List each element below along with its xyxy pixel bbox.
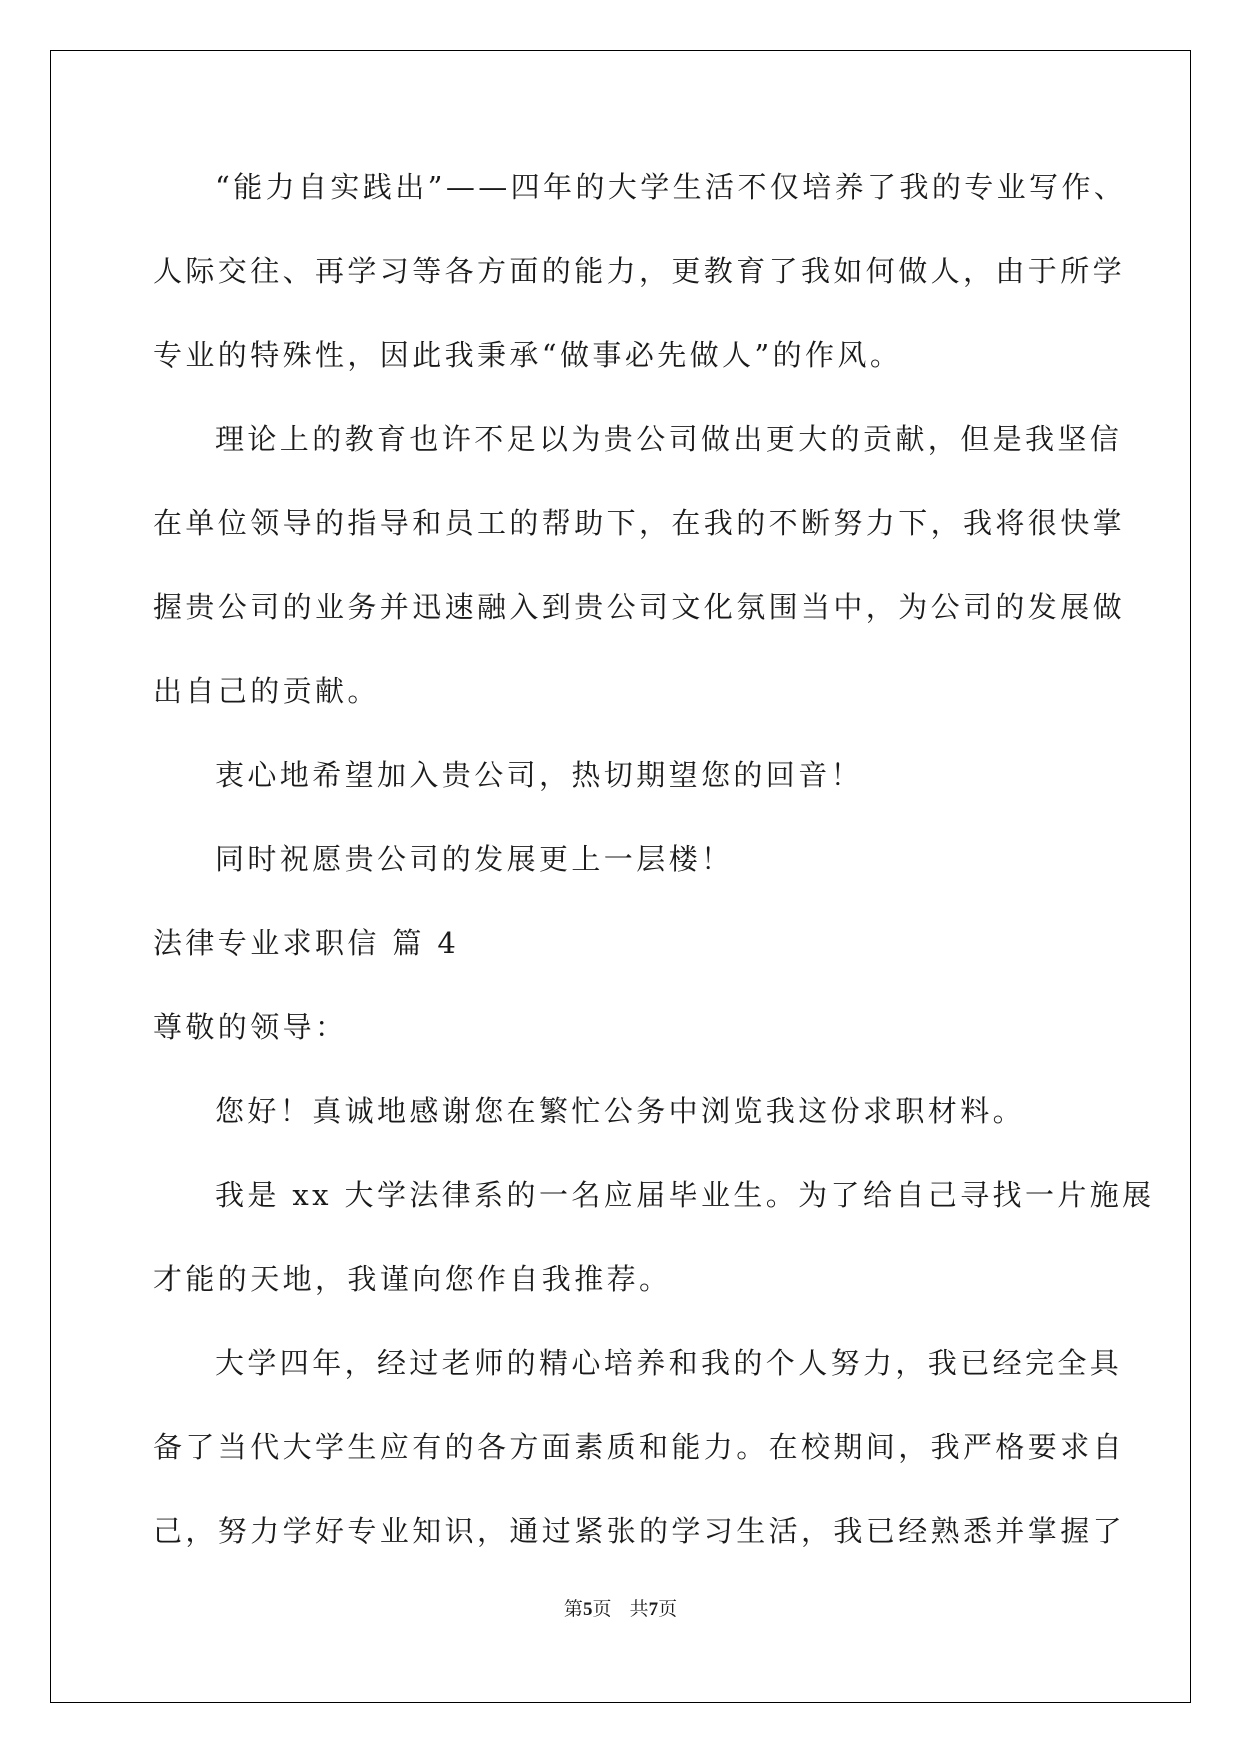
body-line: 才能的天地，我谨向您作自我推荐。: [153, 1262, 672, 1296]
footer-middle: 页 共: [592, 1598, 649, 1620]
body-line: 同时祝愿贵公司的发展更上一层楼！: [215, 842, 734, 876]
page-footer: [0, 1597, 1241, 1622]
body-line: 备了当代大学生应有的各方面素质和能力。在校期间，我严格要求自: [153, 1430, 1126, 1464]
salutation: 尊敬的领导：: [153, 1010, 348, 1044]
body-line: 我是 xx 大学法律系的一名应届毕业生。为了给自己寻找一片施展: [215, 1178, 1155, 1212]
total-pages-number: 7: [648, 1599, 659, 1620]
body-line: 出自己的贡献。: [153, 674, 380, 708]
footer-suffix: 页: [658, 1598, 678, 1620]
footer-prefix: 第: [563, 1598, 583, 1620]
body-line: 衷心地希望加入贵公司，热切期望您的回音！: [215, 758, 864, 792]
body-line: 在单位领导的指导和员工的帮助下，在我的不断努力下，我将很快掌: [153, 506, 1126, 540]
body-line: 理论上的教育也许不足以为贵公司做出更大的贡献，但是我坚信: [215, 422, 1123, 456]
body-line: “能力自实践出”——四年的大学生活不仅培养了我的专业写作、: [215, 170, 1127, 204]
body-line: 您好！真诚地感谢您在繁忙公务中浏览我这份求职材料。: [215, 1094, 1026, 1128]
current-page-number: 5: [582, 1599, 593, 1620]
body-line: 握贵公司的业务并迅速融入到贵公司文化氛围当中，为公司的发展做: [153, 590, 1126, 624]
body-line: 己，努力学好专业知识，通过紧张的学习生活，我已经熟悉并掌握了: [153, 1514, 1126, 1548]
body-line: 专业的特殊性，因此我秉承“做事必先做人”的作风。: [153, 338, 903, 372]
body-line: 大学四年，经过老师的精心培养和我的个人努力，我已经完全具: [215, 1346, 1123, 1380]
body-line: 人际交往、再学习等各方面的能力，更教育了我如何做人，由于所学: [153, 254, 1126, 288]
section-heading: 法律专业求职信 篇 4: [153, 926, 460, 960]
